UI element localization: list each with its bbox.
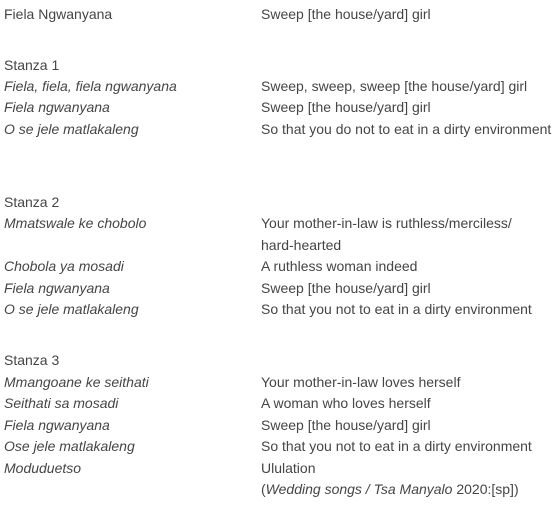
- citation-open-paren: (: [261, 481, 266, 497]
- stanza-2-heading: Stanza 2: [4, 194, 60, 210]
- stanza-2-line-3-translation: Sweep [the house/yard] girl: [261, 280, 431, 296]
- stanza-2-line-1-translation-cont: hard-hearted: [261, 237, 342, 253]
- stanza-1-heading: Stanza 1: [4, 57, 60, 73]
- stanza-2-line-2: Chobola ya mosadi: [4, 258, 124, 274]
- stanza-3-line-1-translation: Your mother-in-law loves herself: [261, 374, 461, 390]
- stanza-3-line-4-translation: So that you not to eat in a dirty environment: [261, 438, 532, 454]
- song-title: Fiela Ngwanyana: [4, 6, 113, 22]
- stanza-3-line-5: Moduduetso: [4, 460, 82, 476]
- stanza-1-line-2: Fiela ngwanyana: [4, 99, 110, 115]
- stanza-2-line-4-translation: So that you not to eat in a dirty environment: [261, 301, 532, 317]
- stanza-1-line-3: O se jele matlakaleng: [4, 121, 139, 137]
- stanza-3-line-4: Ose jele matlakaleng: [4, 438, 135, 454]
- stanza-2-line-3: Fiela ngwanyana: [4, 280, 110, 296]
- stanza-2-line-2-translation: A ruthless woman indeed: [261, 258, 418, 274]
- stanza-2-line-1-translation: Your mother-in-law is ruthless/merciless/: [261, 215, 512, 231]
- citation-title: Wedding songs / Tsa Manyalo: [265, 481, 453, 497]
- stanza-3-line-2: Seithati sa mosadi: [4, 395, 119, 411]
- stanza-3-line-1: Mmangoane ke seithati: [4, 374, 149, 390]
- stanza-3-line-2-translation: A woman who loves herself: [261, 395, 431, 411]
- song-title-translation: Sweep [the house/yard] girl: [261, 6, 431, 22]
- source-citation: [261, 481, 519, 497]
- stanza-1-line-1-translation: Sweep, sweep, sweep [the house/yard] girl: [261, 78, 528, 94]
- stanza-3-line-3-translation: Sweep [the house/yard] girl: [261, 417, 431, 433]
- stanza-1-line-3-translation: So that you do not to eat in a dirty environment: [261, 121, 552, 137]
- stanza-3-line-5-translation: Ululation: [261, 460, 316, 476]
- stanza-3-line-3: Fiela ngwanyana: [4, 417, 110, 433]
- citation-rest: 2020:[sp]): [452, 481, 519, 497]
- stanza-1-line-1: Fiela, fiela, fiela ngwanyana: [4, 78, 177, 94]
- stanza-2-line-4: O se jele matlakaleng: [4, 301, 139, 317]
- stanza-2-line-1: Mmatswale ke chobolo: [4, 215, 147, 231]
- stanza-3-heading: Stanza 3: [4, 352, 60, 368]
- stanza-1-line-2-translation: Sweep [the house/yard] girl: [261, 99, 431, 115]
